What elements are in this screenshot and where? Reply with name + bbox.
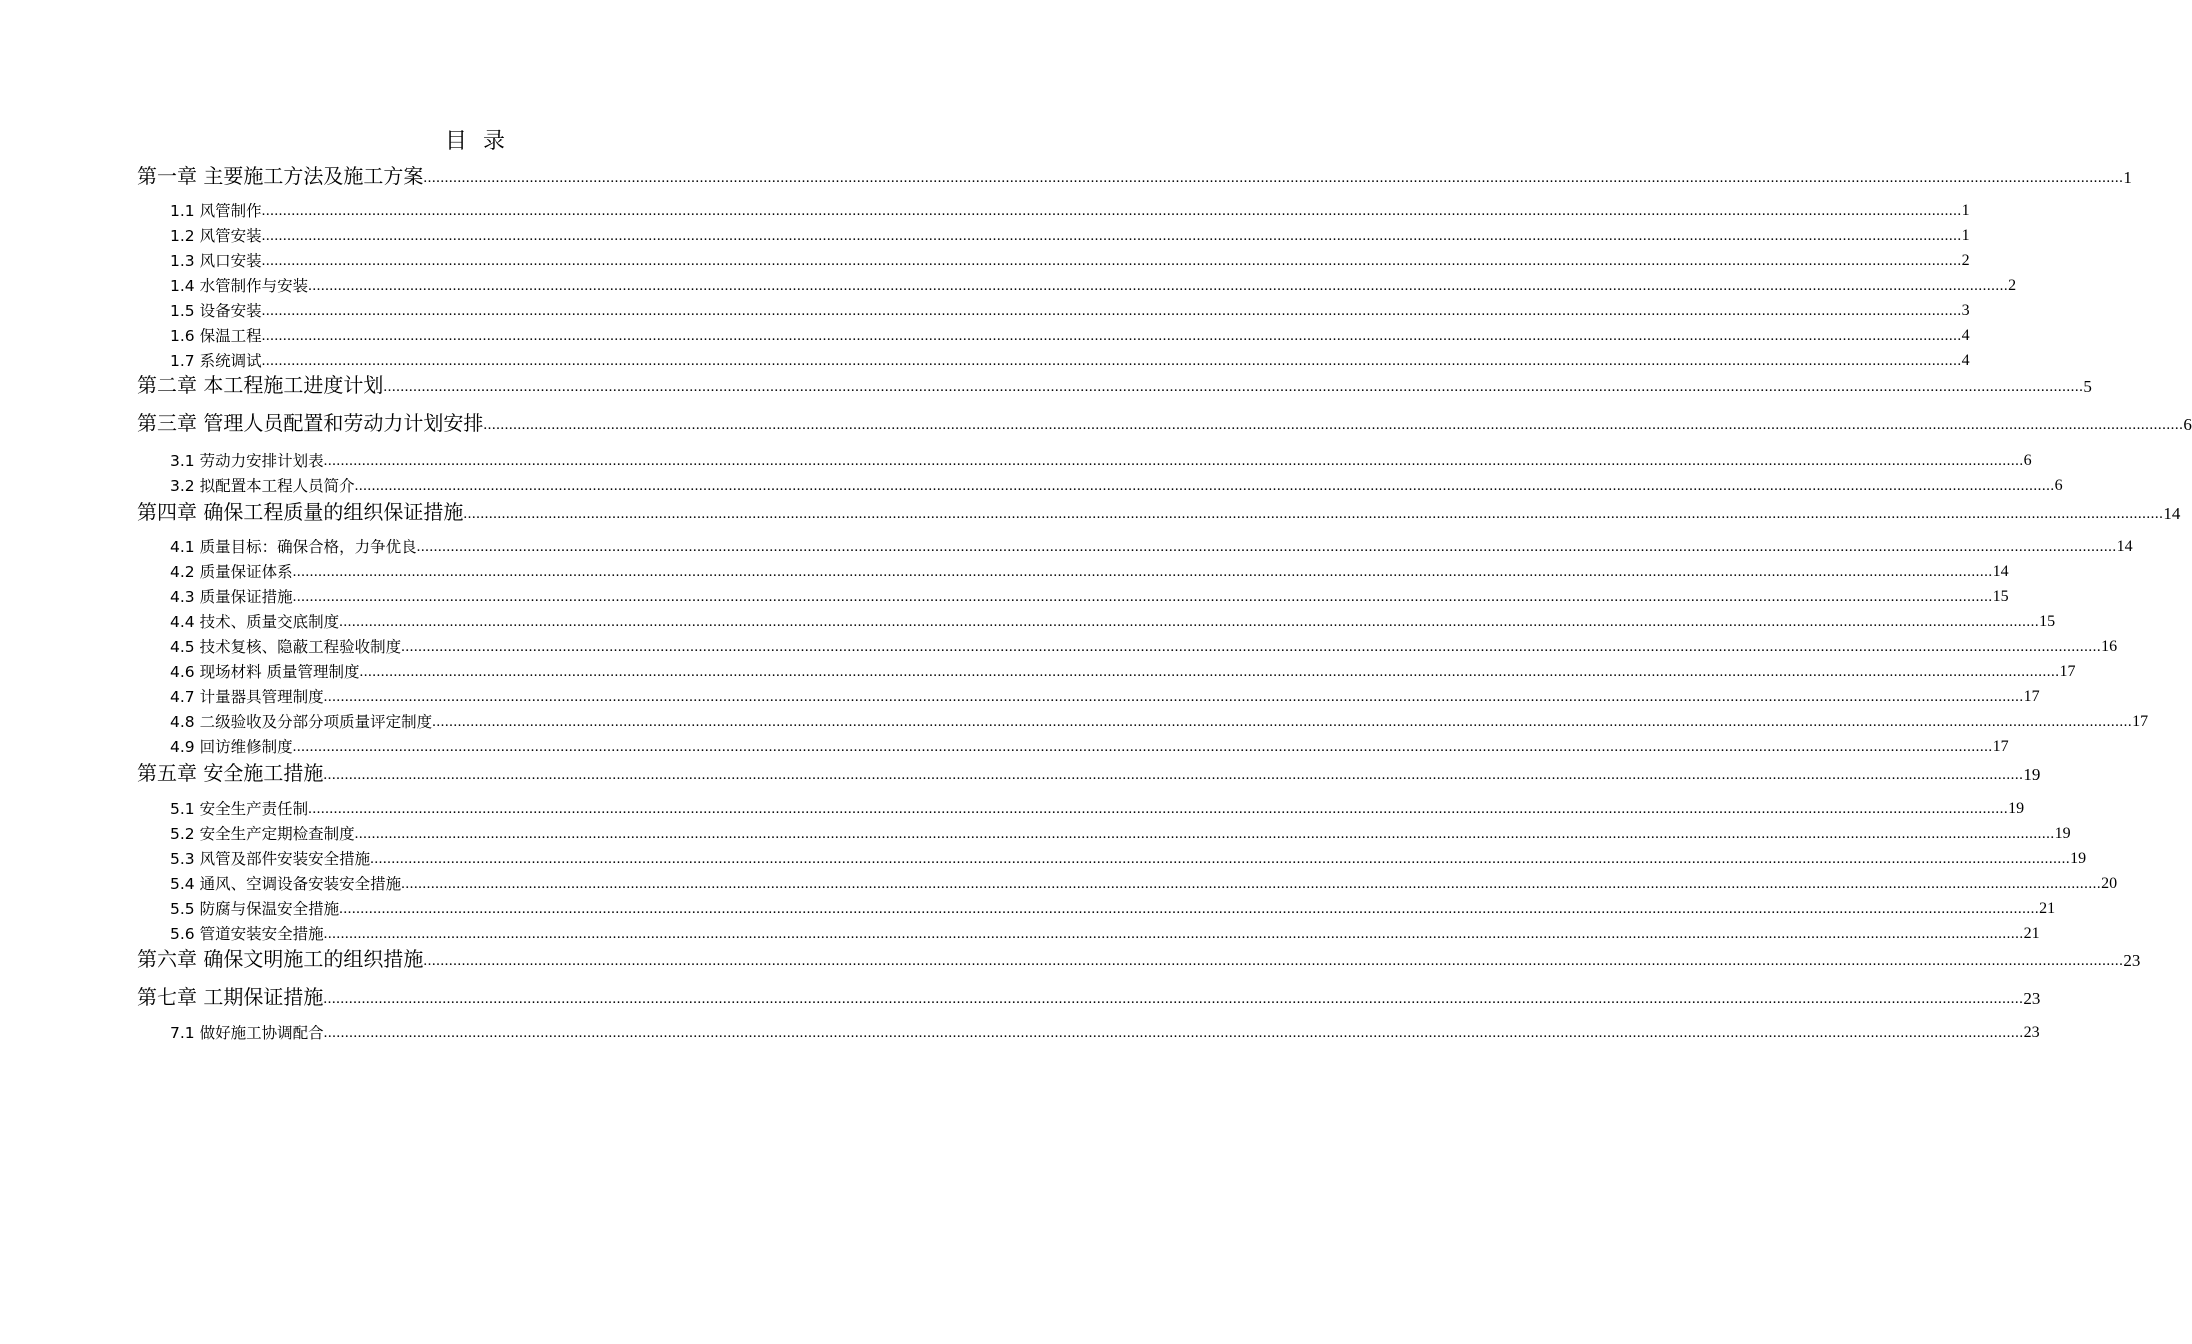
- toc-page-number: 21: [2023, 925, 2040, 942]
- toc-page-number: 1: [1961, 227, 1970, 244]
- toc-dot-leader: ................................................................................................................................................................................................................................................................................................................................................................................................................: [483, 417, 2184, 433]
- toc-page-number: 17: [2059, 663, 2076, 680]
- toc-dot-leader: ................................................................................................................................................................................................................................................................................................................................................................................................................: [354, 826, 2055, 842]
- toc-page-number: 5: [2083, 377, 2092, 396]
- toc-dot-leader: ................................................................................................................................................................................................................................................................................................................................................................................................................: [323, 926, 2024, 942]
- toc-entry-text: 第四章 确保工程质量的组织保证措施: [137, 500, 464, 524]
- toc-section-entry[interactable]: [170, 587, 2009, 607]
- toc-entry-text: 4.5 技术复核、隐蔽工程验收制度: [170, 638, 402, 656]
- toc-dot-leader: ................................................................................................................................................................................................................................................................................................................................................................................................................: [261, 303, 1962, 319]
- toc-section-entry[interactable]: [170, 276, 2017, 296]
- toc-dot-leader: ................................................................................................................................................................................................................................................................................................................................................................................................................: [308, 278, 2009, 294]
- toc-entry-text: 1.7 系统调试: [170, 352, 262, 370]
- toc-dot-leader: ................................................................................................................................................................................................................................................................................................................................................................................................................: [432, 714, 2133, 730]
- toc-section-entry[interactable]: [170, 476, 2063, 496]
- toc-page-number: 2: [2008, 277, 2017, 294]
- toc-dot-leader: ................................................................................................................................................................................................................................................................................................................................................................................................................: [292, 739, 1993, 755]
- toc-page-number: 19: [2023, 765, 2041, 784]
- toc-entry-text: 第七章 工期保证措施: [137, 985, 324, 1009]
- toc-chapter-entry[interactable]: [137, 985, 2041, 1009]
- toc-chapter-entry[interactable]: [137, 761, 2041, 785]
- toc-section-entry[interactable]: [170, 874, 2118, 894]
- toc-dot-leader: ................................................................................................................................................................................................................................................................................................................................................................................................................: [401, 876, 2102, 892]
- toc-section-entry[interactable]: [170, 849, 2087, 869]
- toc-dot-leader: ................................................................................................................................................................................................................................................................................................................................................................................................................: [423, 953, 2124, 969]
- toc-entry-text: 第一章 主要施工方法及施工方案: [137, 164, 424, 188]
- toc-entry-text: 5.2 安全生产定期检查制度: [170, 825, 355, 843]
- toc-entry-text: 5.4 通风、空调设备安装安全措施: [170, 875, 402, 893]
- toc-section-entry[interactable]: [170, 326, 1970, 346]
- toc-entry-text: 3.2 拟配置本工程人员简介: [170, 477, 355, 495]
- toc-entry-text: 5.1 安全生产责任制: [170, 800, 309, 818]
- toc-dot-leader: ................................................................................................................................................................................................................................................................................................................................................................................................................: [339, 614, 2040, 630]
- toc-page-number: 14: [2116, 538, 2133, 555]
- toc-page-number: 14: [1992, 563, 2009, 580]
- toc-page-number: 19: [2070, 850, 2087, 867]
- toc-chapter-entry[interactable]: [137, 947, 2141, 971]
- toc-entry-text: 4.8 二级验收及分部分项质量评定制度: [170, 713, 433, 731]
- toc-dot-leader: ................................................................................................................................................................................................................................................................................................................................................................................................................: [323, 991, 2024, 1007]
- toc-entry-text: 第三章 管理人员配置和劳动力计划安排: [137, 411, 484, 435]
- toc-page-number: 19: [2008, 800, 2025, 817]
- toc-page-number: 15: [2039, 613, 2056, 630]
- toc-dot-leader: ................................................................................................................................................................................................................................................................................................................................................................................................................: [401, 639, 2102, 655]
- toc-section-entry[interactable]: [170, 637, 2118, 657]
- toc-dot-leader: ................................................................................................................................................................................................................................................................................................................................................................................................................: [423, 170, 2124, 186]
- toc-chapter-entry[interactable]: [137, 164, 2132, 188]
- toc-dot-leader: ................................................................................................................................................................................................................................................................................................................................................................................................................: [261, 253, 1962, 269]
- toc-dot-leader: ................................................................................................................................................................................................................................................................................................................................................................................................................: [383, 379, 2084, 395]
- toc-dot-leader: ................................................................................................................................................................................................................................................................................................................................................................................................................: [416, 539, 2117, 555]
- toc-entry-text: 第二章 本工程施工进度计划: [137, 373, 384, 397]
- toc-page-number: 20: [2101, 875, 2118, 892]
- toc-entry-text: 4.4 技术、质量交底制度: [170, 613, 340, 631]
- toc-entry-text: 1.5 设备安装: [170, 302, 262, 320]
- toc-dot-leader: ................................................................................................................................................................................................................................................................................................................................................................................................................: [339, 901, 2040, 917]
- toc-entry-text: 1.2 风管安装: [170, 227, 262, 245]
- toc-page-number: 4: [1961, 352, 1970, 369]
- toc-entry-text: 4.9 回访维修制度: [170, 738, 293, 756]
- toc-entry-text: 1.1 风管制作: [170, 202, 262, 220]
- toc-dot-leader: ................................................................................................................................................................................................................................................................................................................................................................................................................: [370, 851, 2071, 867]
- toc-page-number: 4: [1961, 327, 1970, 344]
- toc-chapter-entry[interactable]: [137, 500, 2181, 524]
- toc-page-number: 1: [1961, 202, 1970, 219]
- toc-entry-text: 4.3 质量保证措施: [170, 588, 293, 606]
- toc-dot-leader: ................................................................................................................................................................................................................................................................................................................................................................................................................: [292, 564, 1993, 580]
- toc-section-entry[interactable]: [170, 301, 1970, 321]
- toc-section-entry[interactable]: [170, 451, 2032, 471]
- toc-section-entry[interactable]: [170, 899, 2056, 919]
- toc-page-number: 6: [2054, 477, 2063, 494]
- toc-page-number: 2: [1961, 252, 1970, 269]
- toc-entry-text: 7.1 做好施工协调配合: [170, 1024, 324, 1042]
- toc-entry-text: 4.2 质量保证体系: [170, 563, 293, 581]
- toc-section-entry[interactable]: [170, 351, 1970, 371]
- toc-dot-leader: ................................................................................................................................................................................................................................................................................................................................................................................................................: [359, 664, 2060, 680]
- toc-page-number: 1: [2123, 168, 2132, 187]
- toc-dot-leader: ................................................................................................................................................................................................................................................................................................................................................................................................................: [323, 1025, 2024, 1041]
- toc-title: 目录: [444, 128, 521, 153]
- toc-dot-leader: ................................................................................................................................................................................................................................................................................................................................................................................................................: [261, 353, 1962, 369]
- toc-page-number: 23: [2023, 989, 2041, 1008]
- toc-entry-text: 5.3 风管及部件安装安全措施: [170, 850, 371, 868]
- toc-section-entry[interactable]: [170, 662, 2076, 682]
- toc-entry-text: 5.5 防腐与保温安全措施: [170, 900, 340, 918]
- toc-dot-leader: ................................................................................................................................................................................................................................................................................................................................................................................................................: [261, 203, 1962, 219]
- toc-page-number: 6: [2023, 452, 2032, 469]
- toc-entry-text: 4.7 计量器具管理制度: [170, 688, 324, 706]
- toc-dot-leader: ................................................................................................................................................................................................................................................................................................................................................................................................................: [323, 689, 2024, 705]
- toc-page-number: 16: [2101, 638, 2118, 655]
- toc-section-entry[interactable]: [170, 612, 2056, 632]
- toc-dot-leader: ................................................................................................................................................................................................................................................................................................................................................................................................................: [323, 453, 2024, 469]
- toc-dot-leader: ................................................................................................................................................................................................................................................................................................................................................................................................................: [308, 801, 2009, 817]
- toc-page-number: 6: [2183, 415, 2192, 434]
- toc-entry-text: 5.6 管道安装安全措施: [170, 925, 324, 943]
- toc-dot-leader: ................................................................................................................................................................................................................................................................................................................................................................................................................: [261, 328, 1962, 344]
- toc-section-entry[interactable]: [170, 562, 2009, 582]
- toc-chapter-entry[interactable]: [137, 411, 2192, 435]
- toc-page-number: 17: [2023, 688, 2040, 705]
- toc-page-number: 19: [2054, 825, 2071, 842]
- toc-section-entry[interactable]: [170, 799, 2025, 819]
- toc-entry-text: 1.3 风口安装: [170, 252, 262, 270]
- toc-page-number: 23: [2123, 951, 2141, 970]
- toc-section-entry[interactable]: [170, 687, 2040, 707]
- toc-section-entry[interactable]: [170, 1023, 2040, 1043]
- toc-entry-text: 3.1 劳动力安排计划表: [170, 452, 324, 470]
- toc-entry-text: 4.1 质量目标：确保合格，力争优良: [170, 538, 417, 556]
- toc-dot-leader: ................................................................................................................................................................................................................................................................................................................................................................................................................: [323, 767, 2024, 783]
- toc-page-number: 3: [1961, 302, 1970, 319]
- toc-dot-leader: ................................................................................................................................................................................................................................................................................................................................................................................................................: [261, 228, 1962, 244]
- toc-section-entry[interactable]: [170, 537, 2133, 557]
- toc-entry-text: 1.6 保温工程: [170, 327, 262, 345]
- toc-section-entry[interactable]: [170, 201, 1970, 221]
- toc-entry-text: 4.6 现场材料 质量管理制度: [170, 663, 360, 681]
- toc-page-number: 17: [2132, 713, 2149, 730]
- toc-section-entry[interactable]: [170, 226, 1970, 246]
- toc-section-entry[interactable]: [170, 924, 2040, 944]
- toc-dot-leader: ................................................................................................................................................................................................................................................................................................................................................................................................................: [354, 478, 2055, 494]
- toc-section-entry[interactable]: [170, 251, 1970, 271]
- toc-entry-text: 第五章 安全施工措施: [137, 761, 324, 785]
- toc-page-number: 23: [2023, 1024, 2040, 1041]
- toc-dot-leader: ................................................................................................................................................................................................................................................................................................................................................................................................................: [292, 589, 1993, 605]
- toc-page-number: 21: [2039, 900, 2056, 917]
- toc-section-entry[interactable]: [170, 737, 2009, 757]
- toc-page-number: 14: [2163, 504, 2181, 523]
- toc-section-entry[interactable]: [170, 824, 2071, 844]
- toc-page-number: 17: [1992, 738, 2009, 755]
- toc-section-entry[interactable]: [170, 712, 2149, 732]
- toc-entry-text: 1.4 水管制作与安装: [170, 277, 309, 295]
- toc-chapter-entry[interactable]: [137, 373, 2092, 397]
- toc-entry-text: 第六章 确保文明施工的组织措施: [137, 947, 424, 971]
- toc-dot-leader: ................................................................................................................................................................................................................................................................................................................................................................................................................: [463, 506, 2164, 522]
- toc-page-number: 15: [1992, 588, 2009, 605]
